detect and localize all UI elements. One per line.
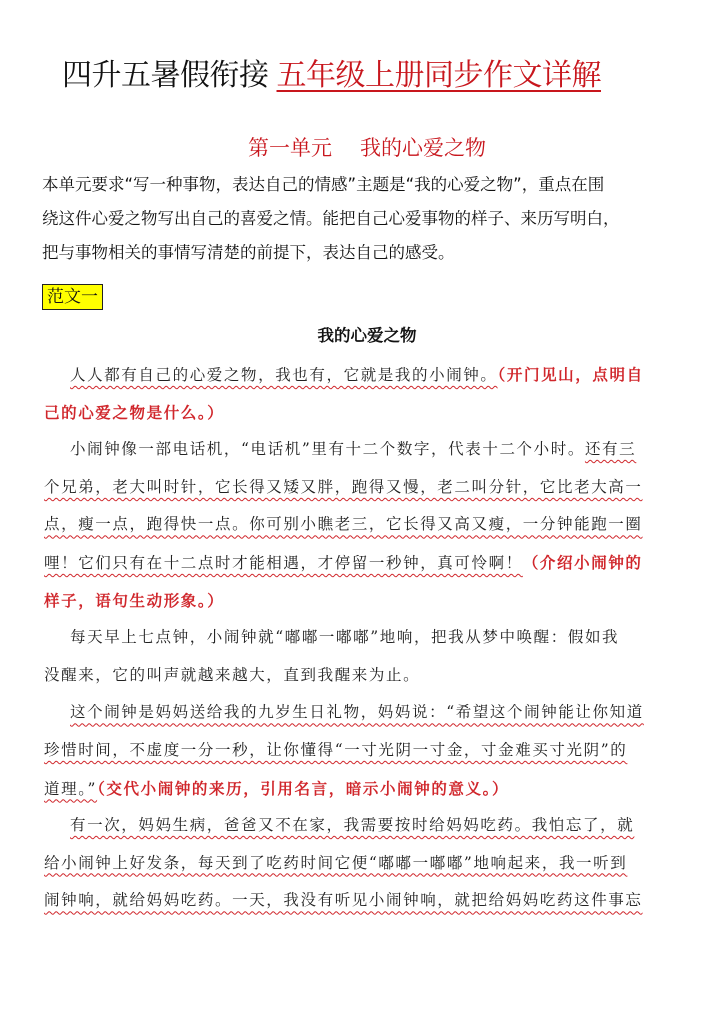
title-grade-bridge: 四升五暑假衔接 <box>62 58 269 93</box>
underlined-text: 给小闹钟上好发条，每天到了吃药时间它便“嘟嘟一嘟嘟”地响起来，我一听到 <box>44 853 628 872</box>
essay-line <box>44 431 684 469</box>
underlined-text: 珍惜时间，不虚度一分一秒，让你懂得“一寸光阴一寸金，寸金难买寸光阴”的 <box>44 740 628 759</box>
annotation-note: （交代小闹钟的来历，引用名言，暗示小闹钟的意义。） <box>97 778 510 798</box>
essay-line <box>44 544 684 582</box>
annotation-note: （介绍小闹钟的 <box>522 552 643 572</box>
essay-title: 我的心爱之物 <box>317 326 417 345</box>
underlined-text: 点，瘦一点，跑得快一点。你可别小瞧老三，它长得又高又瘦，一分钟能跑一圈 <box>44 515 643 534</box>
underlined-text: 有一次，妈妈生病，爸爸又不在家，我需要按时给妈妈吃药。我怕忘了，就 <box>70 816 635 835</box>
essay-line <box>44 582 684 620</box>
annotation-note: 己的心爱之物是什么。） <box>44 402 225 422</box>
essay-line <box>44 506 684 544</box>
intro-line: 本单元要求“写一种事物，表达自己的情感”主题是“我的心爱之物”，重点在围 <box>42 175 605 194</box>
underlined-text: 还有三 <box>584 440 637 459</box>
essay-line <box>44 394 684 432</box>
essay-line: 每天早上七点钟，小闹钟就“嘟嘟一嘟嘟”地响，把我从梦中唤醒：假如我 <box>70 628 620 647</box>
underlined-text: 道理。” <box>44 779 98 798</box>
plain-text: 小闹钟像一部电话机，“电话机”里有十二个数字，代表十二个小时。 <box>70 440 585 459</box>
unit-heading <box>0 132 724 162</box>
underlined-text: 闹钟响，就给妈妈吃药。一天，我没有听见小闹钟响，就把给妈妈吃药这件事忘 <box>44 891 643 910</box>
unit-name: 我的心爱之物 <box>360 136 486 160</box>
sample-essay-tag: 范文一 <box>42 284 103 310</box>
essay-line: 没醒来，它的叫声就越来越大，直到我醒来为止。 <box>44 665 421 684</box>
annotation-note: （开门见山，点明自 <box>497 365 644 384</box>
essay-body <box>44 356 684 920</box>
intro-line: 把与事物相关的事情写清楚的前提下，表达自己的感受。 <box>42 243 455 262</box>
essay-line <box>44 356 684 394</box>
intro-line: 绕这件心爱之物写出自己的喜爱之情。能把自己心爱事物的样子、来历写明白， <box>42 209 620 228</box>
unit-intro <box>42 168 690 270</box>
essay-line <box>44 770 684 808</box>
unit-number: 第一单元 <box>248 136 332 160</box>
underlined-text: 个兄弟，老大叫时针，它长得又矮又胖，跑得又慢，老二叫分针，它比老大高一 <box>44 477 643 496</box>
title-subject: 五年级上册同步作文详解 <box>276 58 601 93</box>
underlined-text: 人人都有自己的心爱之物，我也有，它就是我的小闹钟。 <box>70 366 498 384</box>
essay-line <box>44 732 684 770</box>
underlined-text: 哩！它们只有在十二点时才能相遇，才停留一秒钟，真可怜啊！ <box>44 553 523 572</box>
essay-line <box>44 694 684 732</box>
essay-line <box>44 807 684 845</box>
essay-line <box>44 882 684 920</box>
essay-line <box>44 469 684 507</box>
document-title <box>62 56 601 96</box>
underlined-text: 这个闹钟是妈妈送给我的九岁生日礼物，妈妈说：“希望这个闹钟能让你知道 <box>70 703 644 722</box>
annotation-note: 样子，语句生动形象。） <box>44 590 225 610</box>
essay-line <box>44 845 684 883</box>
